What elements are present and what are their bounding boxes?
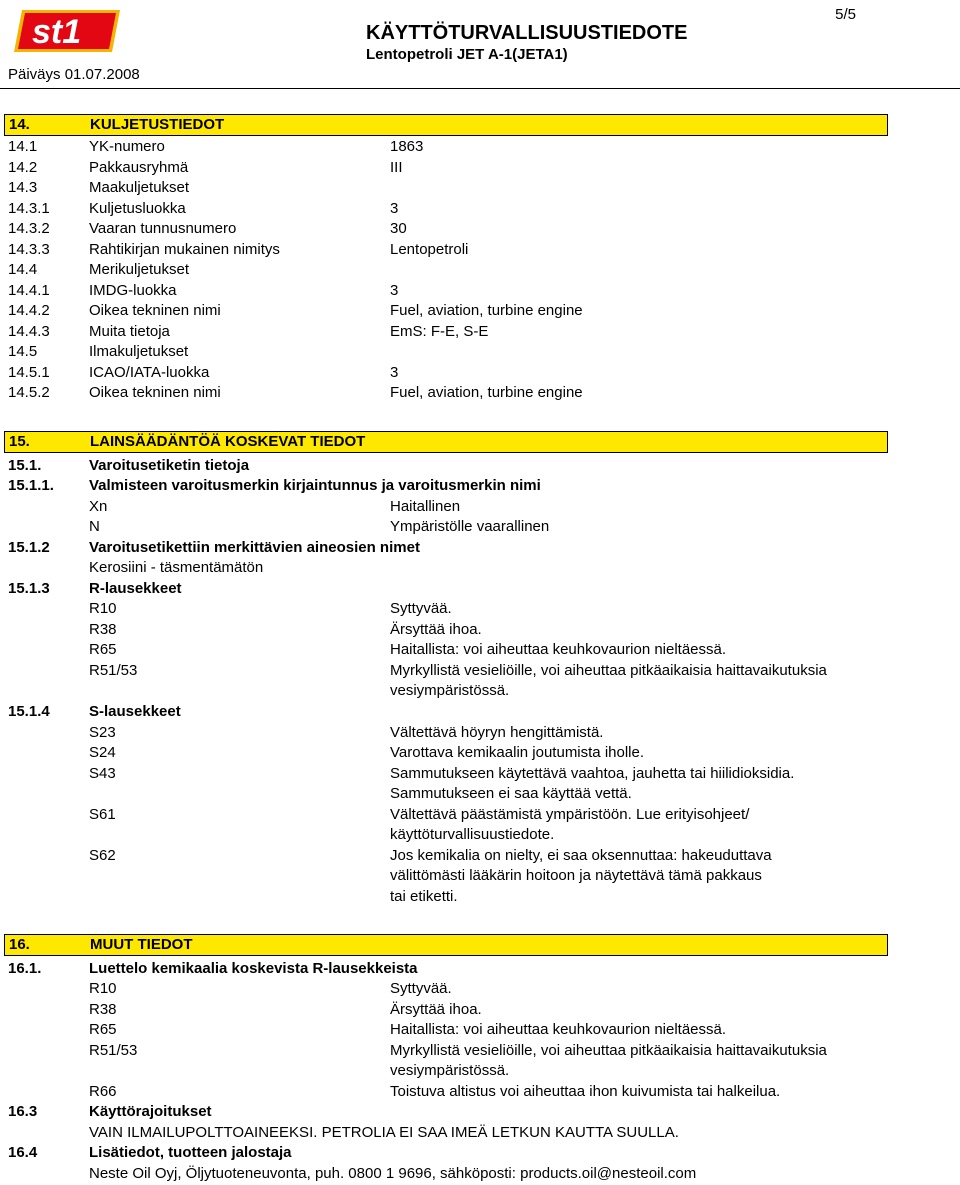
row-number: 16.1.: [8, 960, 42, 977]
list-item: [0, 518, 960, 538]
row-label: Vaaran tunnusnumero: [89, 220, 237, 237]
phrase-code: S43: [89, 765, 116, 782]
page-number: 5/5: [835, 6, 856, 23]
row-number: 14.4.2: [8, 302, 50, 319]
row-label: R-lausekkeet: [89, 580, 182, 597]
phrase-text: Varottava kemikaalin joutumista iholle.: [390, 744, 645, 761]
list-item: [0, 826, 960, 846]
row-number: 14.1: [8, 138, 38, 155]
phrase-text: Jos kemikalia on nielty, ei saa oksennuttaa: hakeuduttava: [390, 847, 772, 864]
row-label: ICAO/IATA-luokka: [89, 364, 210, 381]
row-number: 15.1.2: [8, 539, 50, 556]
row-label: Ilmakuljetukset: [89, 343, 189, 360]
row-value: EmS: F-E, S-E: [390, 323, 489, 340]
list-item: [0, 765, 960, 785]
phrase-text: Toistuva altistus voi aiheuttaa ihon kuivumista tai halkeilua.: [390, 1083, 781, 1100]
row-number: 14.4: [8, 261, 38, 278]
section-title: MUUT TIEDOT: [90, 936, 193, 953]
row-number: 16.4: [8, 1144, 38, 1161]
symbol-code: Xn: [89, 498, 108, 515]
row-label: Käyttörajoitukset: [89, 1103, 212, 1120]
list-item: [0, 559, 960, 579]
phrase-text: välittömästi lääkärin hoitoon ja näytettävä tämä pakkaus: [390, 867, 762, 884]
restriction-text: VAIN ILMAILUPOLTTOAINEEKSI. PETROLIA EI SAA IMEÄ LETKUN KAUTTA SUULLA.: [89, 1124, 679, 1141]
list-item: [0, 682, 960, 702]
table-row: [0, 282, 960, 302]
table-row: [0, 302, 960, 322]
svg-text:st1: st1: [32, 13, 82, 51]
list-item: [0, 662, 960, 682]
header-divider: [0, 88, 960, 89]
subsection-heading: [0, 1144, 960, 1164]
table-row: [0, 200, 960, 220]
phrase-text: Syttyvää.: [390, 600, 452, 617]
table-row: [0, 261, 960, 281]
row-label: Rahtikirjan mukainen nimitys: [89, 241, 280, 258]
section-number: 16.: [9, 936, 30, 953]
row-value: Fuel, aviation, turbine engine: [390, 384, 583, 401]
row-label: Muita tietoja: [89, 323, 170, 340]
row-number: 14.3.2: [8, 220, 50, 237]
phrase-code: R38: [89, 621, 117, 638]
phrase-text: Ärsyttää ihoa.: [390, 621, 482, 638]
section-title: LAINSÄÄDÄNTÖÄ KOSKEVAT TIEDOT: [90, 433, 366, 450]
row-number: 15.1.4: [8, 703, 50, 720]
row-label: Varoitusetikettiin merkittävien aineosien nimet: [89, 539, 420, 556]
contact-text: Neste Oil Oyj, Öljytuoteneuvonta, puh. 0800 1 9696, sähköposti: products.oil@nesteoil.com: [89, 1165, 697, 1182]
row-number: 14.5.1: [8, 364, 50, 381]
st1-logo: [8, 4, 124, 58]
section-number: 15.: [9, 433, 30, 450]
phrase-text: Haitallista: voi aiheuttaa keuhkovaurion nieltäessä.: [390, 641, 727, 658]
phrase-code: R10: [89, 600, 117, 617]
row-number: 14.3.1: [8, 200, 50, 217]
row-number: 14.3: [8, 179, 38, 196]
subsection-heading: [0, 1103, 960, 1123]
section-15-header: [4, 431, 888, 453]
row-label: Lisätiedot, tuotteen jalostaja: [89, 1144, 292, 1161]
phrase-code: R66: [89, 1083, 117, 1100]
document-title: KÄYTTÖTURVALLISUUSTIEDOTE: [366, 22, 688, 44]
symbol-name: Ympäristölle vaarallinen: [390, 518, 550, 535]
symbol-name: Haitallinen: [390, 498, 461, 515]
row-number: 14.5.2: [8, 384, 50, 401]
phrase-code: R38: [89, 1001, 117, 1018]
list-item: [0, 888, 960, 908]
subsection-heading: [0, 477, 960, 497]
row-label: Oikea tekninen nimi: [89, 384, 221, 401]
row-value: 3: [390, 282, 399, 299]
list-item: [0, 785, 960, 805]
phrase-text: Sammutukseen ei saa käyttää vettä.: [390, 785, 632, 802]
phrase-code: S23: [89, 724, 116, 741]
document-date: Päiväys 01.07.2008: [8, 66, 140, 83]
table-row: [0, 138, 960, 158]
section-14-header: [4, 114, 888, 136]
list-item: [0, 1062, 960, 1082]
row-value: III: [390, 159, 403, 176]
phrase-text: Myrkyllistä vesieliöille, voi aiheuttaa pitkäaikaisia haittavaikutuksia: [390, 662, 827, 679]
list-item: [0, 724, 960, 744]
phrase-text: Haitallista: voi aiheuttaa keuhkovaurion nieltäessä.: [390, 1021, 727, 1038]
phrase-code: R51/53: [89, 662, 138, 679]
list-item: [0, 621, 960, 641]
list-item: [0, 847, 960, 867]
row-number: 15.1.: [8, 457, 42, 474]
row-value: 30: [390, 220, 407, 237]
phrase-text: käyttöturvallisuustiedote.: [390, 826, 555, 843]
row-label: IMDG-luokka: [89, 282, 177, 299]
table-row: [0, 343, 960, 363]
phrase-code: R51/53: [89, 1042, 138, 1059]
phrase-text: Ärsyttää ihoa.: [390, 1001, 482, 1018]
table-row: [0, 159, 960, 179]
subsection-heading: [0, 703, 960, 723]
row-number: 16.3: [8, 1103, 38, 1120]
row-number: 14.3.3: [8, 241, 50, 258]
row-label: Varoitusetiketin tietoja: [89, 457, 250, 474]
table-row: [0, 179, 960, 199]
subsection-heading: [0, 457, 960, 477]
section-number: 14.: [9, 116, 30, 133]
table-row: [0, 323, 960, 343]
phrase-text: vesiympäristössä.: [390, 682, 510, 699]
list-item: [0, 641, 960, 661]
phrase-code: S62: [89, 847, 116, 864]
row-value: 3: [390, 200, 399, 217]
row-label: Maakuljetukset: [89, 179, 190, 196]
phrase-code: S24: [89, 744, 116, 761]
subsection-heading: [0, 539, 960, 559]
row-label: Oikea tekninen nimi: [89, 302, 221, 319]
phrase-text: Vältettävä höyryn hengittämistä.: [390, 724, 604, 741]
row-value: Fuel, aviation, turbine engine: [390, 302, 583, 319]
phrase-text: Syttyvää.: [390, 980, 452, 997]
table-row: [0, 220, 960, 240]
symbol-code: N: [89, 518, 100, 535]
list-item: [0, 1124, 960, 1144]
row-number: 14.2: [8, 159, 38, 176]
list-item: [0, 600, 960, 620]
list-item: [0, 1042, 960, 1062]
phrase-text: vesiympäristössä.: [390, 1062, 510, 1079]
row-number: 14.4.3: [8, 323, 50, 340]
row-value: 1863: [390, 138, 424, 155]
row-label: S-lausekkeet: [89, 703, 181, 720]
phrase-code: S61: [89, 806, 116, 823]
phrase-text: Myrkyllistä vesieliöille, voi aiheuttaa pitkäaikaisia haittavaikutuksia: [390, 1042, 827, 1059]
list-item: [0, 1165, 960, 1185]
table-row: [0, 364, 960, 384]
row-label: Pakkausryhmä: [89, 159, 189, 176]
row-number: 15.1.1.: [8, 477, 54, 494]
list-item: [0, 980, 960, 1000]
phrase-code: R65: [89, 1021, 117, 1038]
phrase-code: R10: [89, 980, 117, 997]
section-title: KULJETUSTIEDOT: [90, 116, 225, 133]
product-name: Lentopetroli JET A-1(JETA1): [366, 46, 568, 63]
phrase-text: tai etiketti.: [390, 888, 458, 905]
list-item: [0, 498, 960, 518]
page-header: [0, 0, 960, 90]
row-value: Lentopetroli: [390, 241, 469, 258]
row-value: 3: [390, 364, 399, 381]
row-label: Valmisteen varoitusmerkin kirjaintunnus ja varoitusmerkin nimi: [89, 477, 541, 494]
phrase-text: Vältettävä päästämistä ympäristöön. Lue erityisohjeet/: [390, 806, 750, 823]
row-number: 15.1.3: [8, 580, 50, 597]
section-16-header: [4, 934, 888, 956]
phrase-text: Sammutukseen käytettävä vaahtoa, jauhetta tai hiilidioksidia.: [390, 765, 795, 782]
list-item: [0, 744, 960, 764]
row-number: 14.4.1: [8, 282, 50, 299]
row-label: Kuljetusluokka: [89, 200, 186, 217]
subsection-heading: [0, 580, 960, 600]
table-row: [0, 241, 960, 261]
list-item: [0, 1001, 960, 1021]
list-item: [0, 867, 960, 887]
component-name: Kerosiini - täsmentämätön: [89, 559, 264, 576]
row-number: 14.5: [8, 343, 38, 360]
phrase-code: R65: [89, 641, 117, 658]
subsection-heading: [0, 960, 960, 980]
row-label: Luettelo kemikaalia koskevista R-lausekkeista: [89, 960, 418, 977]
table-row: [0, 384, 960, 404]
row-label: YK-numero: [89, 138, 165, 155]
row-label: Merikuljetukset: [89, 261, 190, 278]
list-item: [0, 1083, 960, 1103]
list-item: [0, 806, 960, 826]
list-item: [0, 1021, 960, 1041]
